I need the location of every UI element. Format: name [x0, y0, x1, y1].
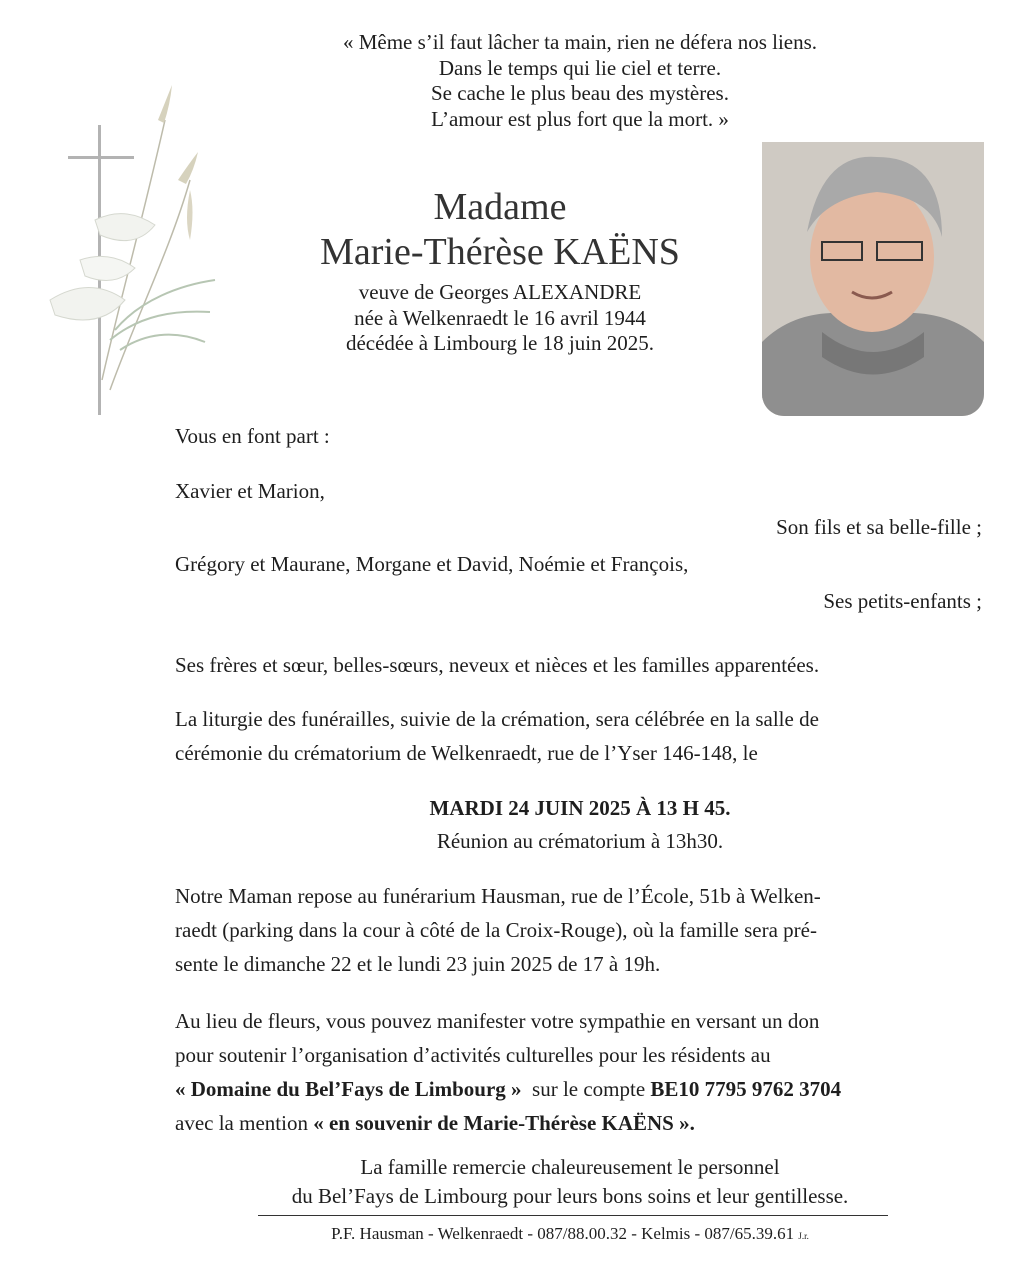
family-line-grandchildren: Grégory et Maurane, Morgane et David, Noémie et François, — [175, 552, 689, 576]
poem-line: L’amour est plus fort que la mort. » — [431, 106, 729, 131]
deceased-details — [270, 280, 730, 357]
ceremony-date: MARDI 24 JUIN 2025 À 13 H 45. — [429, 796, 731, 820]
birth-info: née à Welkenraedt le 16 avril 1944 — [354, 305, 646, 330]
donation-text — [175, 1004, 975, 1140]
cross-lily-decoration-icon — [40, 80, 230, 440]
family-line-relatives: Ses frères et sœur, belles-sœurs, neveux et nièces et les familles apparentées. — [175, 653, 820, 677]
poem-line: Dans le temps qui lie ciel et terre. — [438, 55, 722, 80]
widow-of: veuve de Georges ALEXANDRE — [358, 280, 642, 304]
donation-line: pour soutenir l’organisation d’activités culturelles pour les résidents au — [175, 1043, 771, 1067]
visitation-line: raedt (parking dans la cour à côté de la Croix-Rouge), où la famille sera pré- — [175, 918, 817, 942]
donation-mention-line — [175, 1106, 975, 1140]
poem-line: « Même s’il faut lâcher ta main, rien ne défera nos liens. — [342, 30, 818, 54]
ceremony-meeting: Réunion au crématorium à 13h30. — [436, 829, 724, 853]
account-label: sur le compte — [532, 1077, 646, 1101]
portrait-photo — [762, 142, 984, 416]
mention-label: avec la mention — [175, 1111, 308, 1135]
footer — [240, 1223, 900, 1247]
donation-beneficiary: « Domaine du Bel’Fays de Limbourg » — [175, 1077, 522, 1101]
account-number: BE10 7795 9762 3704 — [650, 1077, 842, 1101]
donation-account-line — [175, 1072, 975, 1106]
poem — [200, 30, 960, 132]
deceased-name: Marie-Thérèse KAËNS — [320, 231, 680, 273]
donation-mention: « en souvenir de Marie-Thérèse KAËNS ». — [313, 1111, 695, 1135]
family-line-children: Xavier et Marion, — [175, 479, 325, 503]
thanks-text — [180, 1153, 960, 1211]
printer-mark: J.r. — [798, 1231, 809, 1241]
family-role-grandchildren: Ses petits-enfants ; — [823, 589, 982, 613]
family-intro: Vous en font part : — [175, 424, 330, 448]
visitation-line: sente le dimanche 22 et le lundi 23 juin 2025 de 17 à 19h. — [175, 952, 661, 976]
family-role-children: Son fils et sa belle-fille ; — [776, 515, 982, 539]
visitation-text — [175, 879, 975, 981]
portrait-icon — [762, 142, 984, 416]
ceremony-line: cérémonie du crématorium de Welkenraedt, rue de l’Yser 146-148, le — [175, 741, 758, 765]
ceremony-text — [175, 702, 975, 770]
honorific: Madame — [433, 186, 567, 228]
funeral-home-contact: P.F. Hausman - Welkenraedt - 087/88.00.32 - Kelmis - 087/65.39.61 — [331, 1224, 795, 1243]
ceremony-line: La liturgie des funérailles, suivie de la crémation, sera célébrée en la salle de — [175, 707, 819, 731]
thanks-line: La famille remercie chaleureusement le personnel — [360, 1155, 780, 1179]
death-info: décédée à Limbourg le 18 juin 2025. — [345, 331, 655, 355]
footer-divider — [258, 1215, 888, 1216]
thanks-line: du Bel’Fays de Limbourg pour leurs bons soins et leur gentillesse. — [291, 1184, 849, 1208]
visitation-line: Notre Maman repose au funérarium Hausman, rue de l’École, 51b à Welken- — [175, 884, 821, 908]
poem-line: Se cache le plus beau des mystères. — [431, 81, 729, 105]
donation-line: Au lieu de fleurs, vous pouvez manifester votre sympathie en versant un don — [175, 1009, 820, 1033]
